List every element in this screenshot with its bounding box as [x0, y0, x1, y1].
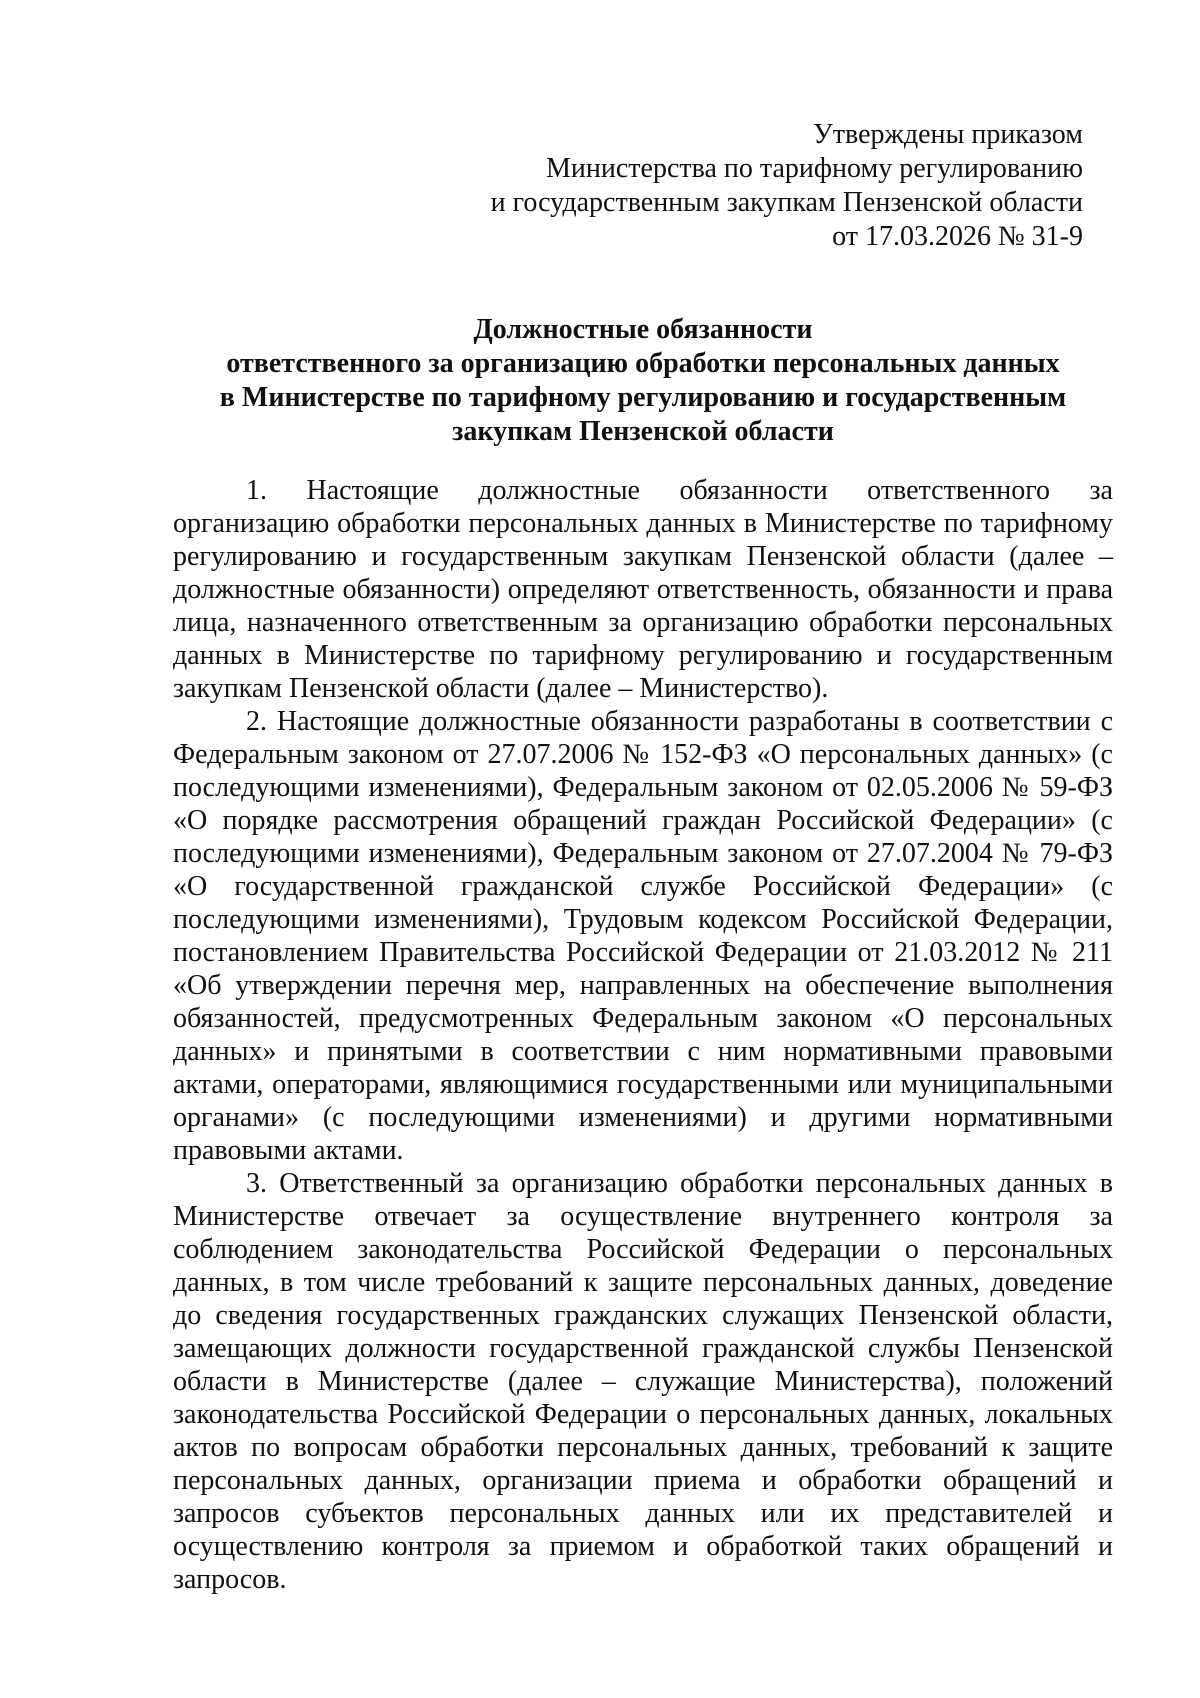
paragraph-2: 2. Настоящие должностные обязанности разработаны в соответствии с Федеральным законом от 27.07.2006 № 152-ФЗ «О персональных данных» (с последующими изменениями), Федеральным законом от 02.05.2006 № 59-ФЗ «О порядке рассмотрения обращений граждан Российской Федерации» (с последующими изменениями), Федеральным законом от 27.07.2004 № 79-ФЗ «О государственной гражданской службе Российской Федерации» (с последующими изменениями), Трудовым кодексом Российской Федерации, постановлением Правительства Российской Федерации от 21.03.2012 № 211 «Об утверждении перечня мер, направленных на обеспечение выполнения обязанностей, предусмотренных Федеральным законом «О персональных данных» и принятыми в соответствии с ним нормативными правовыми актами, операторами, являющимися государственными или муниципальными органами» (с последующими изменениями) и другими нормативными правовыми актами. — [173, 706, 1113, 1166]
title-line: Должностные обязанности — [473, 314, 813, 345]
document-body — [173, 474, 1113, 1596]
approval-line: и государственным закупкам Пензенской области — [490, 187, 1083, 218]
approval-block — [491, 118, 1083, 254]
title-line: ответственного за организацию обработки персональных данных — [226, 348, 1060, 379]
approval-line: Министерства по тарифному регулированию — [546, 153, 1083, 184]
title-line: в Министерстве по тарифному регулированию и государственным — [219, 382, 1067, 413]
document-title — [170, 313, 1116, 449]
paragraph-1: 1. Настоящие должностные обязанности ответственного за организацию обработки персональных данных в Министерстве по тарифному регулированию и государственным закупкам Пензенской области (далее – должностные обязанности) определяют ответственность, обязанности и права лица, назначенного ответственным за организацию обработки персональных данных в Министерстве по тарифному регулированию и государственным закупкам Пензенской области (далее – Министерство). — [173, 475, 1113, 704]
approval-line: от 17.03.2026 № 31-9 — [832, 221, 1083, 252]
approval-line: Утверждены приказом — [812, 119, 1083, 150]
title-line: закупкам Пензенской области — [452, 416, 834, 447]
paragraph-3: 3. Ответственный за организацию обработки персональных данных в Министерстве отвечает за осуществление внутреннего контроля за соблюдением законодательства Российской Федерации о персональных данных, в том числе требований к защите персональных данных, доведение до сведения государственных гражданских служащих Пензенской области, замещающих должности государственной гражданской службы Пензенской области в Министерстве (далее – служащие Министерства), положений законодательства Российской Федерации о персональных данных, локальных актов по вопросам обработки персональных данных, требований к защите персональных данных, организации приема и обработки обращений и запросов субъектов персональных данных или их представителей и осуществлению контроля за приемом и обработкой таких обращений и запросов. — [173, 1168, 1113, 1595]
